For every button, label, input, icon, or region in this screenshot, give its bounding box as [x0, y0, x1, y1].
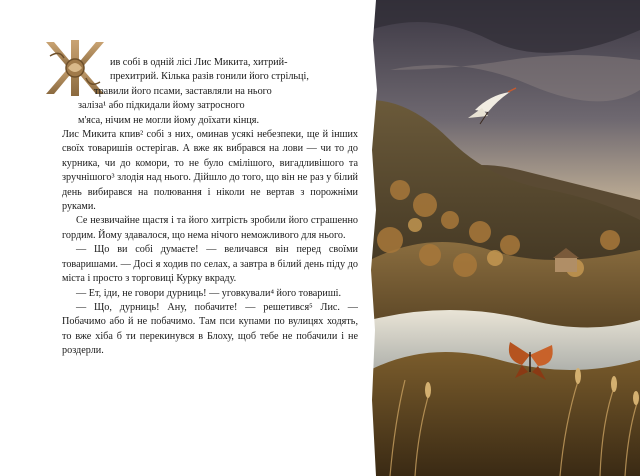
- paragraph-1-line-2: прехитрий. Кілька разів гонили його стрільці,: [110, 71, 309, 83]
- paragraph-2: Се незвичайне щастя і та його хитрість зробили його страшенно гордим. Йому здавалося, що нема нічого неможливого для нього.: [62, 215, 358, 241]
- paragraph-1-line-4: заліза¹ або підкидали йому затросного: [78, 100, 245, 112]
- paragraph-1: [62, 56, 358, 214]
- paragraph-4: — Ет, іди, не говори дурниць! — уговкували⁴ його товариші.: [76, 287, 342, 299]
- paragraph-1-rest: Лис Микита кпив² собі з них, оминав усякі небезпеки, ще й інших своїх товаришів остерігав. А вже як вибрався на лови — чи то до курника, чи до комори, то не було смілішого, вигадливішого та зручнішого³ злодія над нього. Дійшло до того, що він не раз у білий день вибирався на полювання і ніколи не вертав з порожніми руками.: [62, 129, 358, 213]
- paragraph-1-line-3: травили його псами, заставляли на нього: [94, 85, 272, 97]
- paragraph-3: — Що ви собі думаєте! — величався він перед своїми товаришами. — Досі я ходив по селах, а завтра в білий день піду до міста і просто з торговиці Курку вкраду.: [62, 244, 358, 285]
- paragraph-1-line-5: м'яса, нічим не могли йому доїхати кінця.: [78, 114, 260, 126]
- paragraph-5: — Що, дурниць! Ану, побачите! — решетився⁵ Лис. — Побачимо або й не побачимо. Там пси купами по вулицях ходять, то вже хіба б ти перекинувся в Блоху, щоб тебе не побачили і не роздерли.: [62, 301, 358, 357]
- paragraph-1-line-1: ив собі в одній лісі Лис Микита, хитрий-: [110, 57, 288, 68]
- landscape-illustration: [370, 0, 640, 476]
- story-text: [62, 56, 358, 359]
